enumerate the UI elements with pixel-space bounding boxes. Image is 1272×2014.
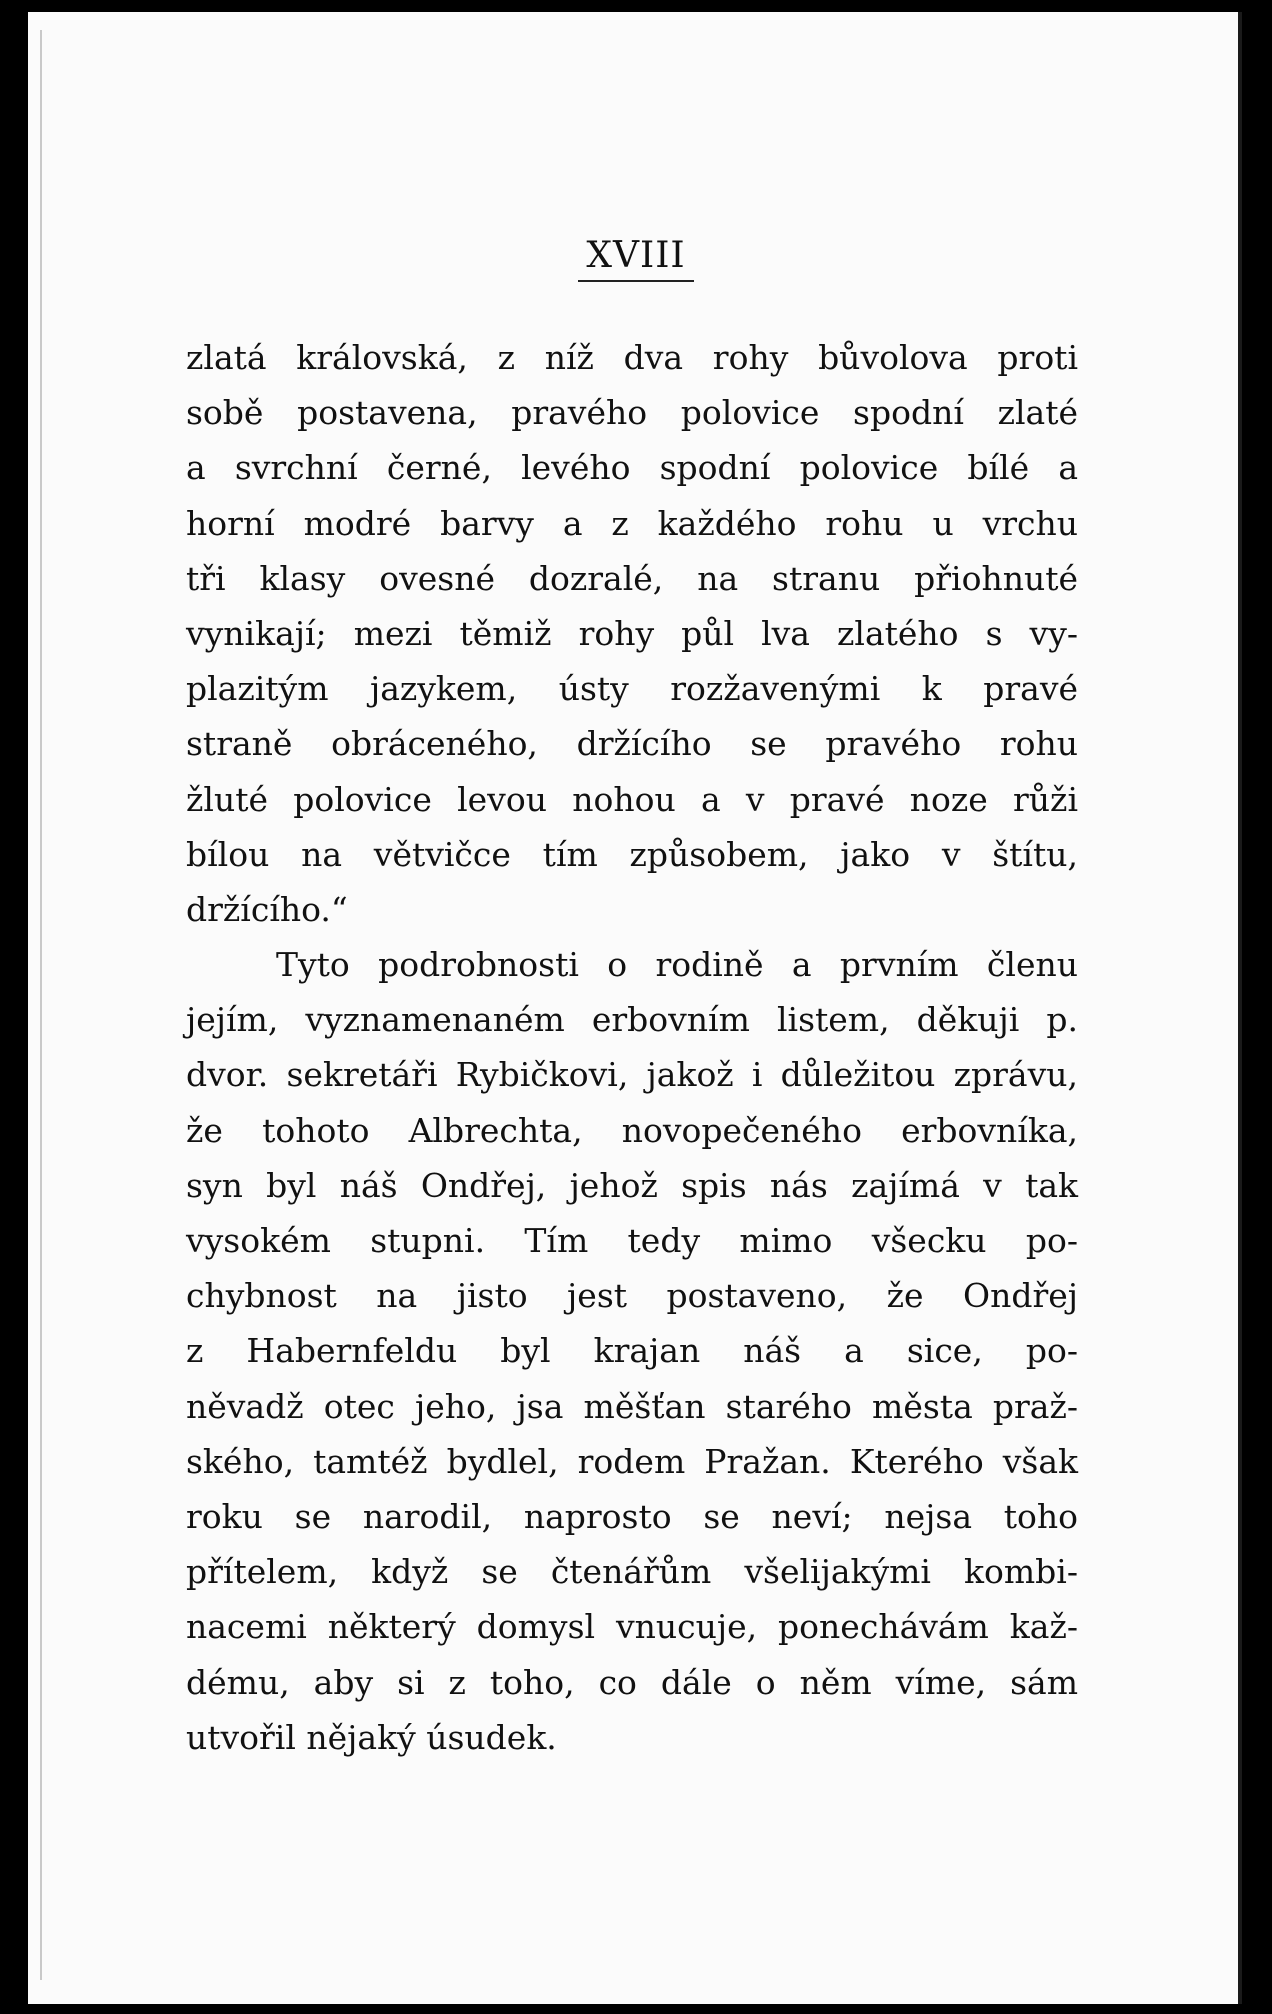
text-line: bílou na větvičce tím způsobem, jako v štítu, bbox=[186, 834, 1078, 874]
text-line: dvor. sekretáři Rybičkovi, jakož i důležitou zprávu, bbox=[186, 1055, 1078, 1095]
text-line: roku se narodil, naprosto se neví; nejsa toho bbox=[186, 1496, 1078, 1536]
text-line: horní modré barvy a z každého rohu u vrchu bbox=[186, 503, 1078, 543]
text-line: vysokém stupni. Tím tedy mimo všecku po- bbox=[186, 1221, 1078, 1260]
text-line: utvořil nějaký úsudek. bbox=[186, 1717, 557, 1757]
text-line: zlatá královská, z níž dva rohy bůvolova proti bbox=[186, 338, 1078, 377]
text-line: nacemi některý domysl vnucuje, ponechávám kaž- bbox=[186, 1607, 1078, 1647]
page-number: XVIII bbox=[578, 234, 693, 282]
text-line: něvadž otec jeho, jsa měšťan starého města praž- bbox=[186, 1386, 1078, 1426]
text-line: z Habernfeldu byl krajan náš a sice, po- bbox=[186, 1331, 1078, 1371]
text-line: chybnost na jisto jest postaveno, že Ondřej bbox=[186, 1276, 1078, 1316]
text-line: plazitým jazykem, ústy rozžavenými k pravé bbox=[186, 669, 1078, 709]
text-line: že tohoto Albrechta, novopečeného erbovníka, bbox=[186, 1110, 1078, 1150]
text-line: straně obráceného, držícího se pravého rohu bbox=[186, 724, 1078, 764]
page-right-edge bbox=[1238, 12, 1242, 2004]
text-line: vynikají; mezi těmiž rohy půl lva zlatého s vy- bbox=[186, 613, 1078, 653]
page-left-shadow bbox=[40, 30, 42, 1980]
text-line: syn byl náš Ondřej, jehož spis nás zajímá v tak bbox=[186, 1165, 1078, 1205]
text-line: Tyto podrobnosti o rodině a prvním členu bbox=[276, 945, 1078, 985]
text-line: žluté polovice levou nohou a v pravé noze růži bbox=[186, 779, 1078, 819]
text-line: tři klasy ovesné dozralé, na stranu přiohnuté bbox=[186, 558, 1078, 598]
text-line: jejím, vyznamenaném erbovním listem, děkuji p. bbox=[186, 1000, 1078, 1040]
text-line: ského, tamtéž bydlel, rodem Pražan. Kterého však bbox=[186, 1441, 1078, 1481]
text-line: a svrchní černé, levého spodní polovice bílé a bbox=[186, 448, 1078, 488]
text-line: držícího.“ bbox=[186, 889, 348, 929]
text-line: dému, aby si z toho, co dále o něm víme, sám bbox=[186, 1662, 1078, 1702]
text-line: sobě postavena, pravého polovice spodní zlaté bbox=[186, 393, 1078, 433]
text-line: přítelem, když se čtenářům všelijakými kombi- bbox=[186, 1552, 1078, 1592]
page-number-header bbox=[0, 234, 1272, 286]
body-text bbox=[186, 330, 1078, 1765]
